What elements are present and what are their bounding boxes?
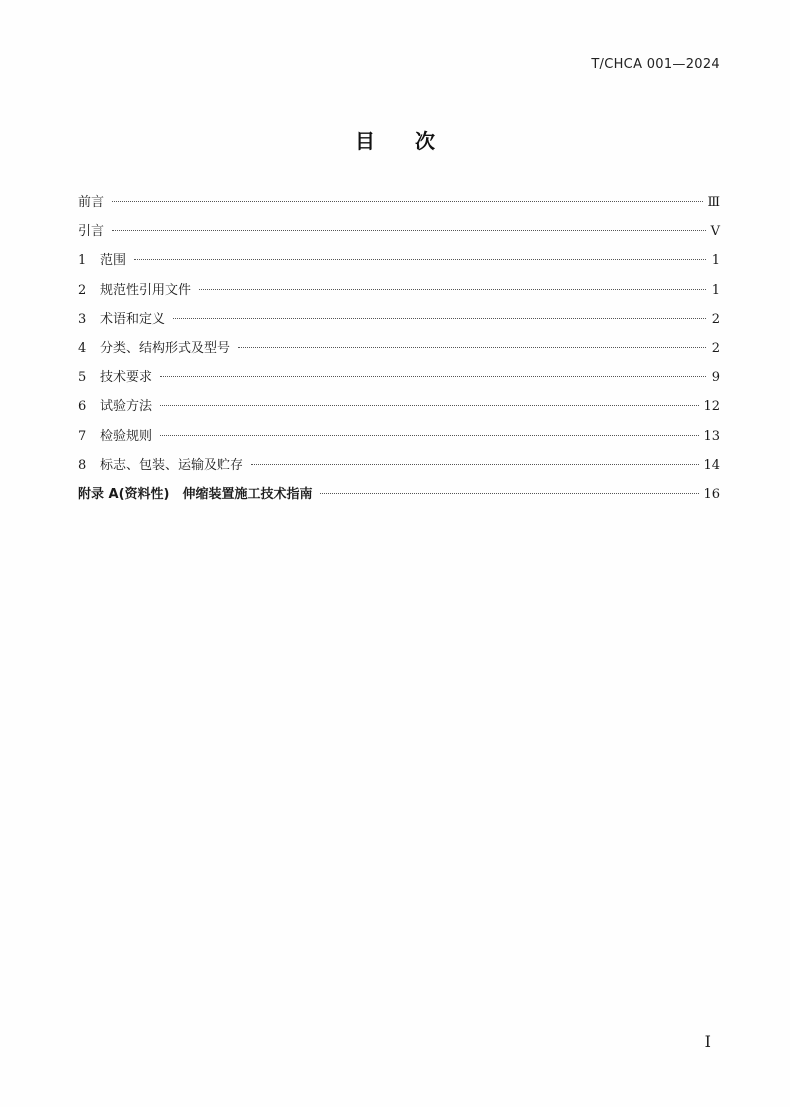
toc-leader-dots <box>134 259 706 260</box>
toc-entry-page-number: 16 <box>703 486 720 502</box>
toc-entry-label: 附录 A(资料性) 伸缩装置施工技术指南 <box>78 486 313 502</box>
toc-leader-dots <box>251 464 699 465</box>
toc-leader-dots <box>160 376 706 377</box>
toc-entry-page-number: 9 <box>711 370 720 386</box>
toc-entry-label: 范围 <box>100 253 127 269</box>
toc-entry[interactable] <box>78 397 720 426</box>
toc-entry[interactable] <box>78 310 720 339</box>
toc-entry[interactable] <box>78 193 720 222</box>
toc-entry-label: 规范性引用文件 <box>100 282 192 298</box>
toc-entry-number: 1 <box>78 253 87 269</box>
toc-entry-page-number: 1 <box>711 253 720 269</box>
toc-entry-number: 5 <box>78 370 87 386</box>
toc-entry-number: 2 <box>78 282 87 298</box>
toc-entry-number: 8 <box>78 457 87 473</box>
toc-entry-label: 术语和定义 <box>100 311 166 327</box>
toc-entry[interactable] <box>78 251 720 280</box>
toc-entry-page-number: Ⅴ <box>710 224 720 240</box>
toc-entry-label: 技术要求 <box>100 370 153 386</box>
toc-leader-dots <box>160 405 699 406</box>
toc-entry[interactable] <box>78 281 720 310</box>
toc-entry-number: 6 <box>78 399 87 415</box>
toc-title: 目次 <box>355 129 475 153</box>
toc-entry-page-number: 14 <box>703 457 720 473</box>
toc-leader-dots <box>320 493 699 494</box>
toc-entry[interactable] <box>78 485 720 514</box>
toc-entry-number: 4 <box>78 340 87 356</box>
toc-leader-dots <box>238 347 706 348</box>
toc-leader-dots <box>160 435 699 436</box>
toc-entry-label: 标志、包装、运输及贮存 <box>100 457 244 473</box>
toc-entry-label: 引言 <box>78 224 105 240</box>
toc-entry-page-number: 2 <box>711 340 720 356</box>
toc-entry-label: 分类、结构形式及型号 <box>100 340 231 356</box>
page-folio: Ⅰ <box>704 1032 711 1051</box>
toc-entry-page-number: 12 <box>703 399 720 415</box>
toc-leader-dots <box>112 230 706 231</box>
toc-entry-page-number: 2 <box>711 311 720 327</box>
document-code: T/CHCA 001—2024 <box>591 57 720 72</box>
toc-entry-page-number: 13 <box>703 428 720 444</box>
toc-leader-dots <box>173 318 706 319</box>
toc-entry[interactable] <box>78 427 720 456</box>
toc-entry[interactable] <box>78 222 720 251</box>
toc-leader-dots <box>112 201 703 202</box>
toc-leader-dots <box>199 289 706 290</box>
toc-entry-label: 试验方法 <box>100 399 153 415</box>
toc-entry[interactable] <box>78 339 720 368</box>
toc-entry[interactable] <box>78 456 720 485</box>
toc-entry-number: 7 <box>78 428 87 444</box>
toc-entry[interactable] <box>78 368 720 397</box>
toc-entry-label: 前言 <box>78 195 105 210</box>
toc-entry-label: 检验规则 <box>100 428 153 444</box>
toc-entry-page-number: Ⅲ <box>707 195 720 210</box>
toc-entry-number: 3 <box>78 311 87 327</box>
toc-entry-page-number: 1 <box>711 282 720 298</box>
table-of-contents <box>78 193 720 514</box>
